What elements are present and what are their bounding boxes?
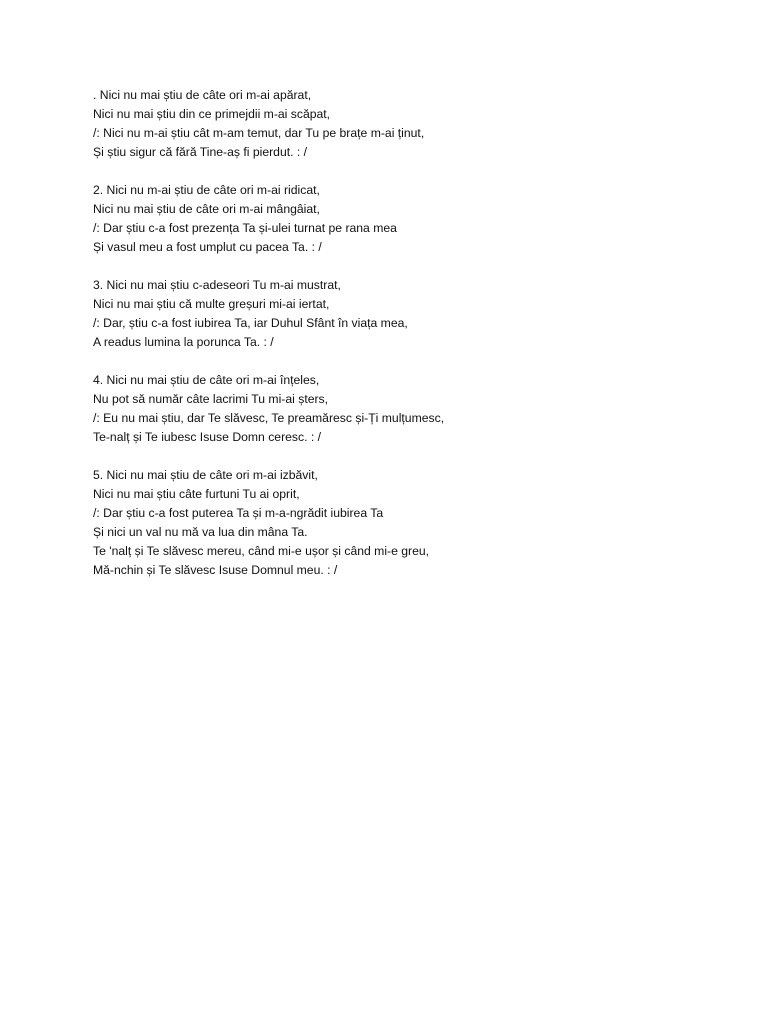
stanza-4 (93, 371, 733, 447)
text-line: Și vasul meu a fost umplut cu pacea Ta. : / (93, 240, 322, 254)
text-line: 5. Nici nu mai știu de câte ori m-ai izbăvit, (93, 468, 318, 482)
text-line: Te 'nalț și Te slăvesc mereu, când mi-e ușor și când mi-e greu, (93, 544, 430, 558)
text-line: Nici nu mai știu câte furtuni Tu ai oprit, (93, 487, 300, 501)
text-line: /: Eu nu mai știu, dar Te slăvesc, Te preamăresc și-Ți mulțumesc, (93, 411, 445, 425)
text-line: 3. Nici nu mai știu c-adeseori Tu m-ai mustrat, (93, 278, 341, 292)
text-line: Nici nu mai știu din ce primejdii m-ai scăpat, (93, 107, 331, 121)
text-line: 2. Nici nu m-ai știu de câte ori m-ai ridicat, (93, 183, 320, 197)
text-line: Nici nu mai știu că multe greșuri mi-ai iertat, (93, 297, 330, 311)
stanza-2 (93, 181, 733, 257)
text-line: Mă-nchin și Te slăvesc Isuse Domnul meu. : / (93, 563, 338, 577)
text-line: Nici nu mai știu de câte ori m-ai mângâiat, (93, 202, 320, 216)
text-line: 4. Nici nu mai știu de câte ori m-ai înțeles, (93, 373, 320, 387)
text-line: /: Dar știu c-a fost puterea Ta și m-a-ngrădit iubirea Ta (93, 506, 384, 520)
stanza-3 (93, 276, 733, 352)
song-text (93, 86, 733, 599)
text-line: A readus lumina la porunca Ta. : / (93, 335, 274, 349)
stanza-5 (93, 466, 733, 580)
text-line: /: Dar, știu c-a fost iubirea Ta, iar Duhul Sfânt în viața mea, (93, 316, 408, 330)
text-line: Te-nalț și Te iubesc Isuse Domn ceresc. : / (93, 430, 322, 444)
text-line: /: Nici nu m-ai știu cât m-am temut, dar Tu pe brațe m-ai ținut, (93, 126, 425, 140)
text-line: Nu pot să număr câte lacrimi Tu mi-ai șters, (93, 392, 329, 406)
text-line: /: Dar știu c-a fost prezența Ta și-ulei turnat pe rana mea (93, 221, 397, 235)
stanza-1 (93, 86, 733, 162)
text-line: Și nici un val nu mă va lua din mâna Ta. (93, 525, 308, 539)
text-line: Și știu sigur că fără Tine-aș fi pierdut. : / (93, 145, 308, 159)
text-line: . Nici nu mai știu de câte ori m-ai apărat, (93, 88, 312, 102)
